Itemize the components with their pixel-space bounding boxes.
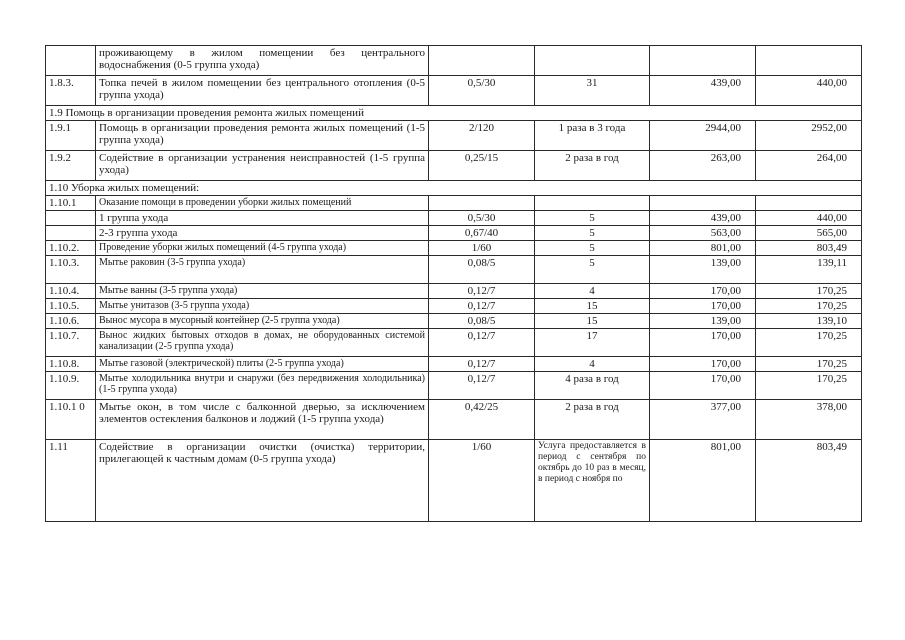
time-norm: 0,12/7 xyxy=(429,357,535,372)
price-1: 2944,00 xyxy=(650,121,756,151)
frequency: 5 xyxy=(535,241,650,256)
row-number: 1.10.4. xyxy=(46,284,96,299)
service-name: 1 группа ухода xyxy=(96,211,429,226)
table-row xyxy=(46,314,862,329)
price-1: 170,00 xyxy=(650,357,756,372)
time-norm: 0,12/7 xyxy=(429,299,535,314)
section-row xyxy=(46,181,862,196)
table-row xyxy=(46,357,862,372)
table-row xyxy=(46,299,862,314)
time-norm: 0,67/40 xyxy=(429,226,535,241)
price-2: 170,25 xyxy=(756,357,862,372)
price-1: 263,00 xyxy=(650,151,756,181)
service-name: Топка печей в жилом помещении без центрального отопления (0-5 группа ухода) xyxy=(96,76,429,106)
service-name: Мытье ванны (3-5 группа ухода) xyxy=(96,284,429,299)
time-norm: 1/60 xyxy=(429,241,535,256)
price-1: 170,00 xyxy=(650,372,756,400)
price-2: 803,49 xyxy=(756,241,862,256)
frequency: 4 раза в год xyxy=(535,372,650,400)
time-norm: 0,25/15 xyxy=(429,151,535,181)
service-name: Содействие в организации очистки (очистка) территории, прилегающей к частным домам (0-5 группа ухода) xyxy=(96,440,429,522)
price-2: 565,00 xyxy=(756,226,862,241)
frequency: 15 xyxy=(535,314,650,329)
service-name: Мытье холодильника внутри и снаружи (без передвижения холодильника) (1-5 группа ухода) xyxy=(96,372,429,400)
service-name: Вынос мусора в мусорный контейнер (2-5 группа ухода) xyxy=(96,314,429,329)
section-title: 1.9 Помощь в организации проведения ремонта жилых помещений xyxy=(46,106,862,121)
row-number: 1.11 xyxy=(46,440,96,522)
row-number: 1.10.1 0 xyxy=(46,400,96,440)
price-2: 170,25 xyxy=(756,329,862,357)
time-norm xyxy=(429,46,535,76)
time-norm: 0,12/7 xyxy=(429,329,535,357)
price-1 xyxy=(650,46,756,76)
time-norm: 0,5/30 xyxy=(429,211,535,226)
frequency: 4 xyxy=(535,284,650,299)
row-number xyxy=(46,46,96,76)
price-2: 264,00 xyxy=(756,151,862,181)
row-number: 1.10.1 xyxy=(46,196,96,211)
tariff-table xyxy=(45,45,862,522)
price-1: 377,00 xyxy=(650,400,756,440)
table-row xyxy=(46,400,862,440)
frequency xyxy=(535,196,650,211)
service-name: Оказание помощи в проведении уборки жилых помещений xyxy=(96,196,429,211)
table-row xyxy=(46,241,862,256)
price-1: 801,00 xyxy=(650,440,756,522)
price-2: 803,49 xyxy=(756,440,862,522)
price-2: 440,00 xyxy=(756,76,862,106)
price-2 xyxy=(756,46,862,76)
time-norm: 1/60 xyxy=(429,440,535,522)
section-row xyxy=(46,106,862,121)
frequency: 15 xyxy=(535,299,650,314)
price-1: 170,00 xyxy=(650,284,756,299)
table-row xyxy=(46,329,862,357)
row-number: 1.10.5. xyxy=(46,299,96,314)
row-number: 1.8.3. xyxy=(46,76,96,106)
service-name: 2-3 группа ухода xyxy=(96,226,429,241)
service-name: Вынос жидких бытовых отходов в домах, не оборудованных системой канализации (2-5 группа ухода) xyxy=(96,329,429,357)
price-2: 139,11 xyxy=(756,256,862,284)
frequency: 4 xyxy=(535,357,650,372)
frequency: 2 раза в год xyxy=(535,400,650,440)
service-name: Проведение уборки жилых помещений (4-5 группа ухода) xyxy=(96,241,429,256)
row-number: 1.10.3. xyxy=(46,256,96,284)
row-number: 1.10.6. xyxy=(46,314,96,329)
price-1: 170,00 xyxy=(650,329,756,357)
table-row xyxy=(46,46,862,76)
service-name: Мытье унитазов (3-5 группа ухода) xyxy=(96,299,429,314)
frequency: 5 xyxy=(535,256,650,284)
frequency: 31 xyxy=(535,76,650,106)
price-2: 139,10 xyxy=(756,314,862,329)
price-2: 2952,00 xyxy=(756,121,862,151)
frequency: Услуга предоставляется в период с сентября по октябрь до 10 раз в месяц, в период с ноября по xyxy=(535,440,650,522)
time-norm: 0,12/7 xyxy=(429,372,535,400)
price-1: 563,00 xyxy=(650,226,756,241)
row-number xyxy=(46,226,96,241)
row-number: 1.10.8. xyxy=(46,357,96,372)
table-row xyxy=(46,121,862,151)
row-number: 1.10.9. xyxy=(46,372,96,400)
price-1: 801,00 xyxy=(650,241,756,256)
table-row xyxy=(46,226,862,241)
row-number: 1.9.2 xyxy=(46,151,96,181)
row-number: 1.10.7. xyxy=(46,329,96,357)
price-2: 440,00 xyxy=(756,211,862,226)
frequency: 5 xyxy=(535,211,650,226)
service-name: Помощь в организации проведения ремонта жилых помещений (1-5 группа ухода) xyxy=(96,121,429,151)
service-name: Мытье раковин (3-5 группа ухода) xyxy=(96,256,429,284)
row-number: 1.10.2. xyxy=(46,241,96,256)
time-norm: 2/120 xyxy=(429,121,535,151)
price-1: 439,00 xyxy=(650,76,756,106)
service-name: Содействие в организации устранения неисправностей (1-5 группа ухода) xyxy=(96,151,429,181)
row-number: 1.9.1 xyxy=(46,121,96,151)
price-1: 139,00 xyxy=(650,256,756,284)
price-1: 439,00 xyxy=(650,211,756,226)
time-norm: 0,12/7 xyxy=(429,284,535,299)
frequency: 1 раза в 3 года xyxy=(535,121,650,151)
time-norm: 0,08/5 xyxy=(429,314,535,329)
price-1: 170,00 xyxy=(650,299,756,314)
table-row xyxy=(46,151,862,181)
table-row xyxy=(46,372,862,400)
time-norm: 0,5/30 xyxy=(429,76,535,106)
price-2: 170,25 xyxy=(756,284,862,299)
service-name: Мытье окон, в том числе с балконной дверью, за исключением элементов остекления балконов и лоджий (1-5 группа ухода) xyxy=(96,400,429,440)
row-number xyxy=(46,211,96,226)
time-norm: 0,08/5 xyxy=(429,256,535,284)
price-2: 170,25 xyxy=(756,299,862,314)
table-row xyxy=(46,256,862,284)
table-row xyxy=(46,284,862,299)
service-name: проживающему в жилом помещении без центрального водоснабжения (0-5 группа ухода) xyxy=(96,46,429,76)
section-title: 1.10 Уборка жилых помещений: xyxy=(46,181,862,196)
frequency: 2 раза в год xyxy=(535,151,650,181)
table-row xyxy=(46,196,862,211)
time-norm xyxy=(429,196,535,211)
table-row xyxy=(46,211,862,226)
frequency xyxy=(535,46,650,76)
price-2: 378,00 xyxy=(756,400,862,440)
price-1: 139,00 xyxy=(650,314,756,329)
service-name: Мытье газовой (электрической) плиты (2-5 группа ухода) xyxy=(96,357,429,372)
price-2 xyxy=(756,196,862,211)
table-row xyxy=(46,440,862,522)
table-row xyxy=(46,76,862,106)
price-2: 170,25 xyxy=(756,372,862,400)
frequency: 5 xyxy=(535,226,650,241)
price-1 xyxy=(650,196,756,211)
tariff-table-body xyxy=(46,46,862,522)
time-norm: 0,42/25 xyxy=(429,400,535,440)
frequency: 17 xyxy=(535,329,650,357)
